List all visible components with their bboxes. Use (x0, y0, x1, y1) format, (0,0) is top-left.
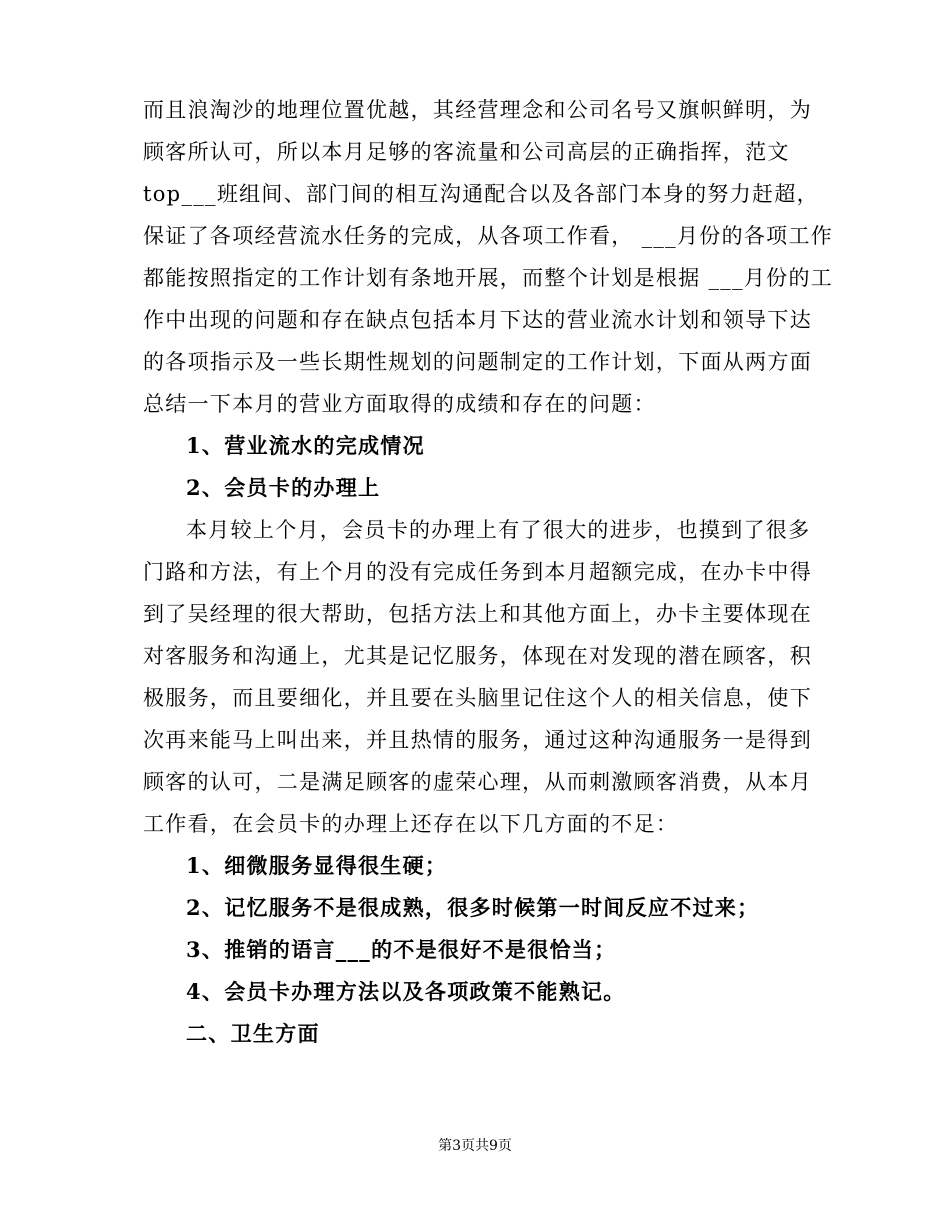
paragraph-line-1: 而且浪淘沙的地理位置优越，其经营理念和公司名号又旗帜鲜明，为 (143, 98, 812, 122)
section-heading-membership: 2、会员卡的办理上 (186, 475, 381, 500)
paragraph-line-14: 次再来能马上叫出来，并且热情的服务，通过这种沟通服务一是得到 (143, 728, 812, 752)
paragraph-line-3: top___班组间、部门间的相互沟通配合以及各部门本身的努力赶超， (143, 182, 819, 206)
paragraph-line-13: 极服务，而且要细化，并且要在头脑里记住这个人的相关信息，使下 (143, 686, 812, 710)
section-heading-sales: 1、营业流水的完成情况 (186, 433, 425, 458)
list-item-2: 2、记忆服务不是很成熟，很多时候第一时间反应不过来； (186, 895, 760, 920)
list-item-3: 3、推销的语言___的不是很好不是很恰当； (186, 937, 617, 962)
paragraph-line-12: 对客服务和沟通上，尤其是记忆服务，体现在对发现的潜在顾客，积 (143, 644, 812, 668)
page-number: 第3页共9页 (438, 1138, 512, 1154)
paragraph-line-16: 工作看，在会员卡的办理上还存在以下几方面的不足： (143, 812, 679, 836)
paragraph-line-10: 门路和方法，有上个月的没有完成任务到本月超额完成，在办卡中得 (143, 560, 812, 584)
paragraph-line-11: 到了吴经理的很大帮助，包括方法上和其他方面上，办卡主要体现在 (143, 602, 812, 626)
paragraph-line-5: 都能按照指定的工作计划有条地开展，而整个计划是根据 ___月份的工 (143, 266, 834, 290)
list-item-4: 4、会员卡办理方法以及各项政策不能熟记。 (186, 979, 626, 1004)
paragraph-line-15: 顾客的认可，二是满足顾客的虚荣心理，从而刺激顾客消费，从本月 (143, 770, 812, 794)
paragraph-line-4: 保证了各项经营流水任务的完成，从各项工作看， ___月份的各项工作 (143, 224, 834, 248)
paragraph-line-7: 的各项指示及一些长期性规划的问题制定的工作计划，下面从两方面 (143, 350, 812, 374)
paragraph-line-8: 总结一下本月的营业方面取得的成绩和存在的问题： (143, 392, 656, 416)
paragraph-line-9: 本月较上个月，会员卡的办理上有了很大的进步，也摸到了很多 (186, 518, 811, 542)
list-item-1: 1、细微服务显得很生硬； (186, 853, 448, 878)
paragraph-line-2: 顾客所认可，所以本月足够的客流量和公司高层的正确指挥，范文 (143, 140, 790, 164)
paragraph-line-6: 作中出现的问题和存在缺点包括本月下达的营业流水计划和领导下达 (143, 308, 812, 332)
section-heading-hygiene: 二、卫生方面 (186, 1021, 320, 1046)
